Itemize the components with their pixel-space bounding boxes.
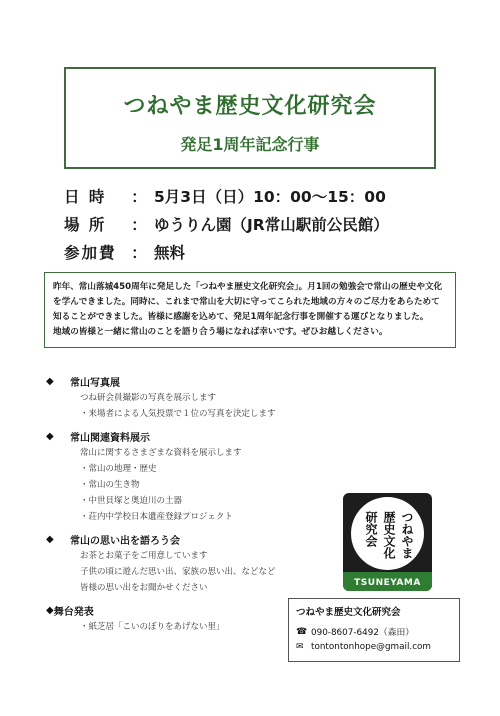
contact-email[interactable]: tontontonhope@gmail.com xyxy=(311,641,431,652)
section-item: 常山に関するさまざまな資料を展示します xyxy=(80,448,242,458)
info-colon: ： xyxy=(131,244,147,262)
contact-email-row xyxy=(296,639,452,654)
section-title: 舞台発表 xyxy=(53,606,94,618)
phone-icon: ☎ xyxy=(296,626,308,637)
section-title: 常山写真展 xyxy=(70,377,120,389)
contact-phone-row xyxy=(296,624,452,639)
diamond-icon: ◆ xyxy=(46,604,54,616)
section-materials xyxy=(46,427,346,525)
info-row-place xyxy=(64,210,464,238)
society-logo xyxy=(343,493,432,591)
section-item: ・紙芝居「こいのぼりをあげない里」 xyxy=(80,622,225,632)
info-row-fee xyxy=(64,238,464,266)
contact-phone: 090-8607-6492（森田） xyxy=(311,628,415,638)
info-label: 日 時 xyxy=(64,188,107,206)
intro-line: 知ることができました。皆様に感謝を込めて、発足1周年記念行事を開催する運びとなりました。 xyxy=(53,312,429,322)
info-value: 5月3日（日）10：00〜15：00 xyxy=(154,188,386,206)
section-item: ・荘内中学校日本遺産登録プロジェクト xyxy=(80,512,233,522)
section-title: 常山関連資料展示 xyxy=(70,432,150,444)
diamond-icon: ◆ xyxy=(46,430,54,442)
section-heading xyxy=(46,372,346,390)
info-value: ゆうりん園（JR常山駅前公民館） xyxy=(154,216,389,234)
info-value: 無料 xyxy=(154,244,186,262)
section-item: ・来場者による人気投票で１位の写真を決定します xyxy=(80,409,276,419)
section-memories xyxy=(46,530,346,596)
logo-text: 研究会 xyxy=(364,511,378,547)
info-colon: ： xyxy=(131,188,147,206)
logo-circle xyxy=(351,497,424,570)
section-title: 常山の思い出を語ろう会 xyxy=(70,535,180,547)
intro-line: 地域の皆様と一緒に常山のことを語り合う場になれば幸いです。ぜひお越しください。 xyxy=(53,327,388,337)
info-row-date xyxy=(64,182,464,210)
info-colon: ： xyxy=(131,216,147,234)
intro-box xyxy=(44,272,456,348)
section-item: 皆様の思い出をお聞かせください xyxy=(80,583,208,593)
info-label: 参加費 xyxy=(64,244,117,262)
section-photo-exhibit xyxy=(46,372,346,422)
section-item: ・中世貝塚と奥迫川の土器 xyxy=(80,496,183,506)
mail-icon: ✉ xyxy=(296,641,304,652)
section-item: ・常山の生き物 xyxy=(80,480,140,490)
section-item: つね研会員撮影の写真を展示します xyxy=(80,393,217,403)
page-subtitle: 発足1周年記念行事 xyxy=(180,135,320,154)
intro-line: を学んできました。同時に、これまで常山を大切に守ってこられた地域の方々のご尽力をあらためて xyxy=(53,297,440,307)
event-info xyxy=(64,182,464,266)
info-label: 場 所 xyxy=(64,216,107,234)
logo-text: 歴史文化 xyxy=(382,511,396,559)
title-box xyxy=(64,67,436,169)
contact-box xyxy=(288,598,460,662)
section-item: 子供の頃に遊んだ思い出、家族の思い出、などなど xyxy=(80,567,276,577)
contact-name: つねやま歴史文化研究会 xyxy=(296,607,401,618)
section-heading xyxy=(46,530,346,548)
section-item: お茶とお菓子をご用意しています xyxy=(80,551,208,561)
intro-line: 昨年、常山落城450周年に発足した「つねやま歴史文化研究会」。月1回の勉強会で常山の歴史や文化 xyxy=(53,282,443,292)
page-title: つねやま歴史文化研究会 xyxy=(123,94,377,119)
diamond-icon: ◆ xyxy=(46,533,54,545)
diamond-icon: ◆ xyxy=(46,375,54,387)
section-heading xyxy=(46,427,346,445)
section-item: ・常山の地理・歴史 xyxy=(80,464,157,474)
logo-text: つねやま xyxy=(400,511,414,559)
logo-word: TSUNEYAMA xyxy=(354,578,421,588)
